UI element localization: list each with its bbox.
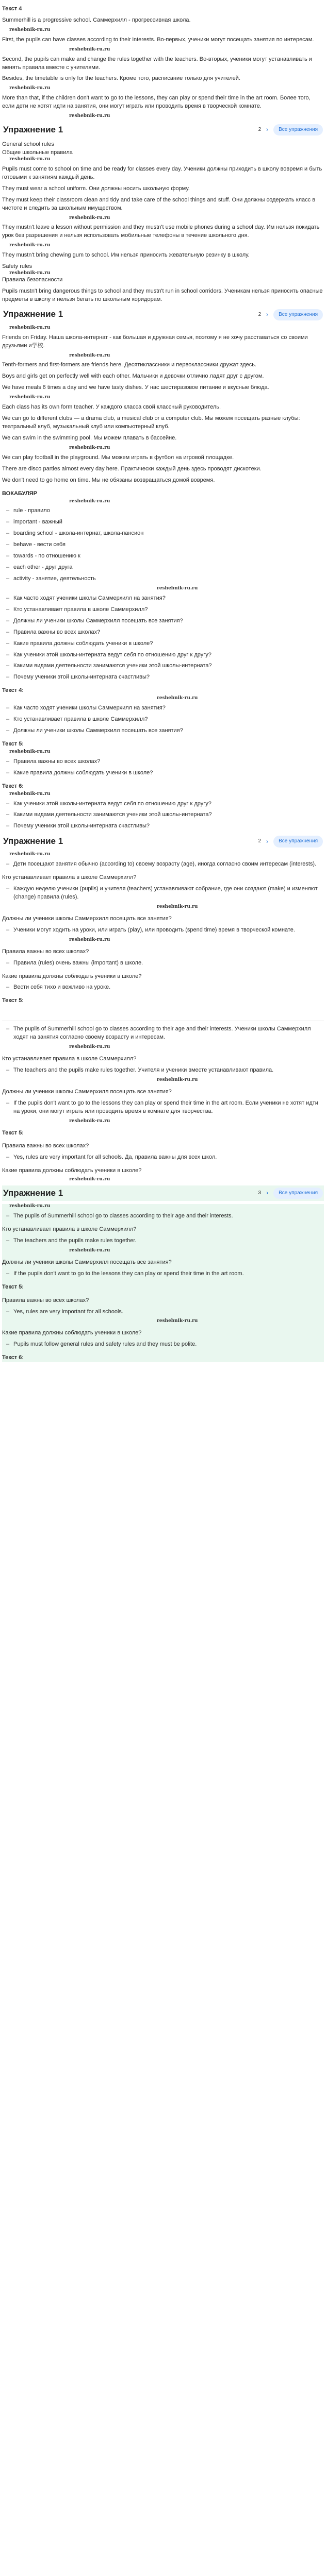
exercise-bar	[2, 307, 324, 323]
rules-p1: Pupils must come to school on time and be ready for classes every day. Ученики должны приходить в школу вовремя и быть готовыми к занятиям каждый день.	[2, 165, 322, 180]
watermark: reshebnik-ru.ru	[157, 904, 198, 909]
question: Кто устанавливает правила в школе Саммерхилл?	[2, 874, 137, 881]
exercise-bar	[2, 1185, 324, 1201]
list-item: – towards - по отношению к	[2, 552, 324, 561]
task4-section	[2, 687, 324, 735]
arrow-right-icon[interactable]: ›	[266, 311, 269, 318]
list-item: – Почему ученики этой школы-интерната счастливы?	[2, 822, 324, 831]
vocab-heading: ВОКАБУЛЯР	[2, 490, 37, 497]
question: Должны ли ученики школы Саммерхилл посещать все занятия?	[2, 915, 172, 922]
watermark: reshebnik-ru.ru	[69, 352, 110, 358]
watermark: reshebnik-ru.ru	[69, 937, 110, 942]
rules-heading-2-ru: Правила безопасности	[2, 276, 63, 283]
task-heading: Текст 5:	[2, 1129, 24, 1136]
rules-p6: Pupils mustn't bring dangerous things to school and they mustn't run in school corridors. Ученикам нельзя приносить опасные предметы в школу и нельзя бегать по школьным коридорам.	[2, 287, 323, 302]
list-item: – Правила (rules) очень важны (important) в школе.	[2, 959, 324, 968]
answers1-section	[2, 852, 324, 1016]
list-item: – Yes, rules are very important for all schools. Да, правила важны для всех школ.	[2, 1154, 324, 1162]
watermark: reshebnik-ru.ru	[9, 243, 51, 248]
list-item: – Как часто ходят ученики школы Саммерхилл на занятия?	[2, 595, 324, 603]
list-item: – Должны ли ученики школы Саммерхилл посещать все занятия?	[2, 727, 324, 735]
task5-section	[2, 740, 324, 777]
task5-heading: Текст 5:	[2, 740, 24, 747]
question: Правила важны во всех школах?	[2, 1297, 89, 1303]
list-item: – behave - вести себя	[2, 541, 324, 549]
watermark: reshebnik-ru.ru	[157, 585, 198, 591]
text4-intro: Summerhill is a progressive school. Саммерхилл - прогрессивная школа.	[2, 16, 191, 23]
text6-p10: We don't need to go home on time. Мы не обязаны возвращаться домой вовремя.	[2, 477, 215, 483]
list-item: – rule - правило	[2, 507, 324, 515]
question: Должны ли ученики школы Саммерхилл посещать все занятия?	[2, 1259, 172, 1265]
list-item: – Кто устанавливает правила в школе Саммерхилл?	[2, 606, 324, 614]
watermark: reshebnik-ru.ru	[9, 86, 51, 91]
list-item: – Должны ли ученики школы Саммерхилл посещать все занятия?	[2, 617, 324, 625]
exercise-title: Упражнение 1	[3, 836, 63, 846]
task-heading: Текст 5:	[2, 1283, 24, 1290]
exercise-title: Упражнение 1	[3, 1188, 63, 1198]
exercise-counter: 2	[258, 838, 262, 844]
rules-section	[2, 141, 324, 304]
text6-section	[2, 326, 324, 485]
text4-p2: Second, the pupils can make and change the rules together with the teachers. Во-вторых, ученики могут устанавливать и менять правила вместе с учителями.	[2, 56, 312, 71]
all-exercises-button[interactable]: Все упражнения	[273, 309, 323, 321]
watermark: reshebnik-ru.ru	[9, 395, 51, 400]
list-item: – If the pupils don't want to go to the lessons they can play or spend their time in the art room.	[2, 1270, 324, 1278]
list-item: – The teachers and the pupils make rules together. Учителя и ученики вместе устанавливают правила.	[2, 1066, 324, 1075]
list-item: – boarding school - школа-интернат, школа-пансион	[2, 530, 324, 538]
list-item: – Почему ученики этой школы-интерната счастливы?	[2, 673, 324, 682]
list-item: – Правила важны во всех школах?	[2, 758, 324, 766]
watermark: reshebnik-ru.ru	[69, 1044, 110, 1050]
question: Какие правила должны соблюдать ученики в школе?	[2, 973, 142, 979]
list-item: – Кто устанавливает правила в школе Саммерхилл?	[2, 716, 324, 724]
text6-p9: There are disco parties almost every day here. Практически каждый день здесь проводят дискотеки.	[2, 465, 262, 472]
exercise-title: Упражнение 1	[3, 309, 63, 319]
watermark: reshebnik-ru.ru	[157, 696, 198, 701]
text6-p3: Boys and girls get on perfectly well with each other. Мальчики и девочки отлично ладят друг с другом.	[2, 373, 264, 380]
arrow-right-icon[interactable]: ›	[266, 837, 269, 845]
list-item: – Какие правила должны соблюдать ученики в школе?	[2, 640, 324, 648]
arrow-right-icon[interactable]: ›	[266, 126, 269, 133]
question: Правила важны во всех школах?	[2, 1143, 89, 1149]
list-item: – Каждую неделю ученики (pupils) и учителя (teachers) устанавливают собрание, где они создают (make) и изменяют (change) правила (rules).	[2, 885, 324, 902]
rules-p4: They mustn't leave a lesson without permission and they mustn't use mobile phones during a school day. Им нельзя покидать урок без разрешения и нельзя использовать мобильные телефоны в течение школьного дня.	[2, 224, 320, 239]
list-item: – Как часто ходят ученики школы Саммерхилл на занятия?	[2, 704, 324, 713]
text6-p4: We have meals 6 times a day and we have tasty dishes. У нас шестиразовое питание и вкусные блюда.	[2, 384, 269, 391]
watermark: reshebnik-ru.ru	[9, 749, 51, 754]
watermark: reshebnik-ru.ru	[9, 325, 51, 330]
arrow-right-icon[interactable]: ›	[266, 1189, 269, 1197]
list-item: – Какими видами деятельности занимаются ученики этой школы-интерната?	[2, 662, 324, 670]
list-item: – If the pupils don't want to go to the lessons they can play or spend their time in the art room. Если ученики не хотят идти на уроки, они могут играть или проводить время в комнате для творчества.	[2, 1099, 324, 1116]
watermark: reshebnik-ru.ru	[9, 791, 51, 796]
list-item: – Как ученики этой школы-интерната ведут себя по отношению друг к другу?	[2, 800, 324, 808]
text6-p2: Tenth-formers and first-formers are friends here. Десятиклассники и первоклассники дружат здесь.	[2, 362, 257, 368]
list-item: – activity - занятие, деятельность	[2, 575, 324, 583]
text6-p5: Each class has its own form teacher. У каждого класса свой классный руководитель.	[2, 404, 221, 411]
list-item: – Какими видами деятельности занимаются ученики этой школы-интерната?	[2, 811, 324, 819]
watermark: reshebnik-ru.ru	[69, 1118, 110, 1124]
list-item: – Pupils must follow general rules and safety rules and they must be polite.	[2, 1341, 324, 1349]
question-list	[2, 595, 324, 682]
task6-section	[2, 783, 324, 831]
text4-p1: First, the pupils can have classes according to their interests. Во-первых, ученики могут посещать занятия по интересам.	[2, 36, 314, 43]
watermark: reshebnik-ru.ru	[9, 1204, 51, 1209]
rules-p2: They must wear a school uniform. Они должны носить школьную форму.	[2, 185, 190, 192]
exercise-bar	[2, 122, 324, 138]
list-item: – Дети посещают занятия обычно (according to) своему возрасту (age), иногда согласно своим интересам (interests).	[2, 860, 324, 869]
rules-heading-2: Safety rules	[2, 263, 32, 270]
task4-heading: Текст 4:	[2, 687, 24, 694]
rules-p3: They must keep their classroom clean and tidy and take care of the school things and stuff. Они должны содержать класс в чистоте и следить за школьным имуществом.	[2, 196, 316, 211]
watermark: reshebnik-ru.ru	[69, 1177, 110, 1182]
watermark: reshebnik-ru.ru	[157, 1077, 198, 1082]
rules-heading-1-ru: Общие школьные правила	[2, 149, 73, 156]
vocab-section	[2, 490, 324, 682]
watermark: reshebnik-ru.ru	[9, 852, 51, 857]
question: Кто устанавливает правила в школе Саммерхилл?	[2, 1056, 137, 1062]
task-heading: Текст 5:	[2, 997, 24, 1004]
exercise-title: Упражнение 1	[3, 124, 63, 134]
all-exercises-button[interactable]: Все упражнения	[273, 836, 323, 848]
watermark: reshebnik-ru.ru	[9, 156, 51, 162]
text4-p4: More than that, if the children don't want to go to the lessons, they can play or spend their time in the art room. Более того, если дети не хотят идти на занятия, они могут играть или проводить время в творческой комнате.	[2, 95, 311, 110]
page	[0, 5, 326, 1362]
list-item: – The pupils of Summerhill school go to classes according to their age and their interests. Ученики школы Саммерхилл ходят на занятия согласно своему возрасту и интересам.	[2, 1025, 324, 1042]
question: Какие правила должны соблюдать ученики в школе?	[2, 1330, 142, 1336]
list-item: – Как ученики этой школы-интерната ведут себя по отношению друг к другу?	[2, 651, 324, 659]
watermark: reshebnik-ru.ru	[9, 270, 51, 276]
question: Должны ли ученики школы Саммерхилл посещать все занятия?	[2, 1088, 172, 1095]
watermark: reshebnik-ru.ru	[69, 498, 110, 504]
all-exercises-button[interactable]: Все упражнения	[273, 1188, 323, 1199]
list-item: – The pupils of Summerhill school go to classes according to their age and their interests.	[2, 1212, 324, 1221]
text4-p3: Besides, the timetable is only for the teachers. Кроме того, расписание только для учителей.	[2, 75, 240, 82]
watermark: reshebnik-ru.ru	[69, 46, 110, 52]
watermark: reshebnik-ru.ru	[69, 445, 110, 450]
text4-heading: Текст 4	[2, 6, 22, 12]
text6-p1: Friends on Friday. Наша школа-интернат - как большая и дружная семья, поэтому я не хочу расставаться со своими друзьями и学校.	[2, 334, 308, 349]
list-item: – each other - друг друга	[2, 564, 324, 572]
text6-p8: We can play football in the playground. Мы можем играть в футбол на игровой площадке.	[2, 454, 234, 461]
rules-p5: They mustn't bring chewing gum to school. Им нельзя приносить жевательную резинку в школу.	[2, 252, 250, 259]
vocab-list	[2, 507, 324, 583]
text6-p6: We can go to different clubs — a drama club, a musical club or a computer club. Мы можем посещать разные клубы: театральный клуб, музыкальный клуб или компьютерный клуб.	[2, 415, 300, 430]
watermark: reshebnik-ru.ru	[157, 1318, 198, 1324]
exercise-bar	[2, 834, 324, 849]
all-exercises-button[interactable]: Все упражнения	[273, 124, 323, 136]
text6-p7: We can swim in the swimming pool. Мы можем плавать в бассейне.	[2, 434, 177, 441]
list-item: – Вести себя тихо и вежливо на уроке.	[2, 984, 324, 992]
question: Какие правила должны соблюдать ученики в школе?	[2, 1167, 142, 1174]
watermark: reshebnik-ru.ru	[69, 1247, 110, 1253]
answers3-section	[2, 1204, 324, 1362]
list-item: – important - важный	[2, 518, 324, 527]
question: Кто устанавливает правила в школе Саммерхилл?	[2, 1226, 137, 1233]
question: Правила важны во всех школах?	[2, 948, 89, 955]
watermark: reshebnik-ru.ru	[69, 113, 110, 119]
exercise-counter: 3	[258, 1190, 262, 1196]
rules-heading-1: General school rules	[2, 141, 54, 148]
list-item: – Правила важны во всех школах?	[2, 629, 324, 637]
watermark: reshebnik-ru.ru	[69, 215, 110, 221]
text4-section	[2, 5, 324, 119]
task6-heading: Текст 6:	[2, 783, 24, 789]
list-item: – Какие правила должны соблюдать ученики в школе?	[2, 769, 324, 777]
exercise-counter: 2	[258, 126, 262, 132]
task-heading: Текст 6:	[2, 1354, 24, 1361]
list-item: – Yes, rules are very important for all schools.	[2, 1308, 324, 1316]
watermark: reshebnik-ru.ru	[9, 27, 51, 32]
answers2-section	[2, 1025, 324, 1182]
list-item: – Ученики могут ходить на уроки, или играть (play), или проводить (spend time) время в творческой комнате.	[2, 926, 324, 935]
list-item: – The teachers and the pupils make rules together.	[2, 1237, 324, 1245]
exercise-counter: 2	[258, 311, 262, 317]
